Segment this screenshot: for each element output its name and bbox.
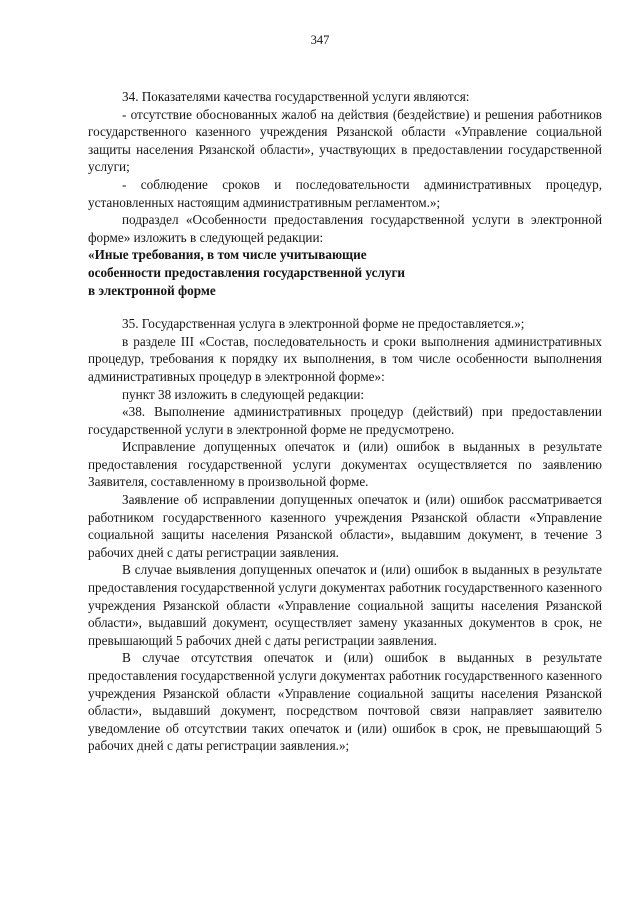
paragraph-errors-found: В случае выявления допущенных опечаток и (или) ошибок в выданных в результате предоставления государственной услуги документах работник государственного казенного учреждения Рязанской области «Управление социальной защиты населения Рязанской области», выдавший документ, осуществляет замену указанных документов в срок, не превышающий 5 рабочих дней с даты регистрации заявления.	[88, 562, 602, 648]
paragraph-corrections: Исправление допущенных опечаток и (или) ошибок в выданных в результате предоставления государственной услуги документах осуществляется по заявлению Заявителя, составленному в произвольной форме.	[88, 439, 602, 490]
paragraph-complaints: - отсутствие обоснованных жалоб на действия (бездействие) и решения работников государственного казенного учреждения Рязанской области «Управление социальной защиты населения Рязанской области», участвующих в предоставлении государственной услуги;	[88, 106, 602, 175]
paragraph-deadlines: - соблюдение сроков и последовательности административных процедур, установленных настоящим административным регламентом.»;	[88, 176, 602, 210]
paragraph-item-34: 34. Показателями качества государственной услуги являются:	[122, 89, 470, 104]
paragraph-subsection: подраздел «Особенности предоставления государственной услуги в электронной форме» изложить в следующей редакции:	[88, 212, 602, 245]
paragraph-application-review: Заявление об исправлении допущенных опечаток и (или) ошибок рассматривается работником государственного казенного учреждения Рязанской области «Управление социальной защиты населения Рязанской области», выдавшим документ, в течение 3 рабочих дней с даты регистрации заявления.	[88, 492, 602, 560]
paragraph-item-38: «38. Выполнение административных процедур (действий) при предоставлении государственной услуги в электронной форме не предусмотрено.	[88, 404, 602, 437]
section-heading-line-3: в электронной форме	[88, 282, 216, 298]
section-heading-line-2: особенности предоставления государственной услуги	[88, 264, 406, 280]
document-body	[88, 88, 602, 755]
spacer	[88, 299, 602, 315]
paragraph-item-35: 35. Государственная услуга в электронной форме не предоставляется.»;	[122, 316, 525, 332]
page-number: 347	[310, 33, 330, 47]
paragraph-item-38-intro: пункт 38 изложить в следующей редакции:	[122, 386, 365, 402]
paragraph-no-errors: В случае отсутствия опечаток и (или) ошибок в выданных в результате предоставления государственной услуги документах работник государственного казенного учреждения Рязанской области «Управление социальной защиты населения Рязанской области», выдавший документ, посредством почтовой связи направляет заявителю уведомление об отсутствии таких опечаток и (или) ошибок в срок, не превышающий 5 рабочих дней с даты регистрации заявления.»;	[88, 650, 602, 754]
section-heading-line-1: «Иные требования, в том числе учитывающие	[88, 247, 367, 263]
paragraph-section-3: в разделе III «Состав, последовательность и сроки выполнения административных процедур, требования к порядку их выполнения, в том числе особенности выполнения административных процедур в электронной форме»:	[88, 333, 602, 384]
